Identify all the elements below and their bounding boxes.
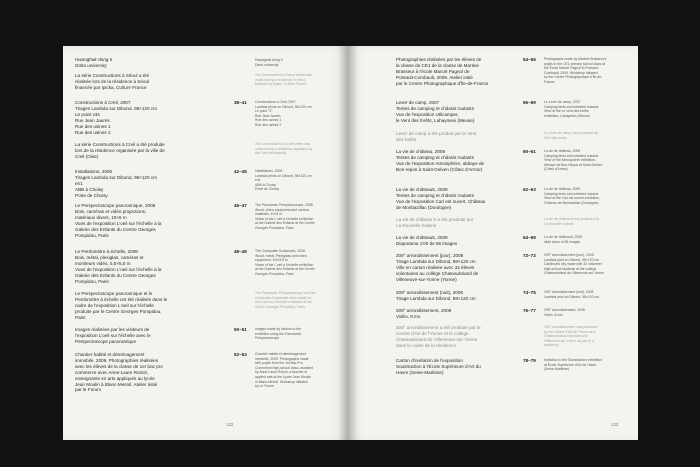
caption-fr: Images réalisées par les visiteurs de l'exposition L'oeil sur l'échelle avec le Perspectoscope panoramique xyxy=(75,327,151,344)
caption-en: Constructions à Creil, 2007 Lambda prints on Dibond, 98×120 cm Le point "3" Rue Jean Jaurès Rue des usines 1 Rue des usines 2 xyxy=(255,100,312,127)
caption-fr: La vie de château5, 2009 Diaporama 1'00 de 56 images xyxy=(396,235,458,246)
caption-en: La vie de château, 2008 Camping tents and wheeled chassis View of the Atmosphère exhibition, Abbaye de Bon-Repos at Saint-Gelven (Côtes d'Armor) xyxy=(544,149,603,172)
caption-en: 209° arrondissement (nuit), 2008 Lambda print on Dibond, 98×120 cm xyxy=(544,290,599,299)
page-ref: 64–69 xyxy=(523,235,536,240)
caption-fr: Constructions à Creil, 2007 Tirages Lambda sur Dibond, 98×120 cm Le point v3s Rue Jean Jaurès Rue des usines 1 Rue des usines 2 xyxy=(75,100,157,135)
caption-en: Photographs made by Martine Brasseur's pupils in the CE1 primary school class at the École Marcel Pagnol in Pontault- Combault, 2009. Workshop initiated by the Centre Photographique d'Île-de- France xyxy=(544,57,607,84)
right-page xyxy=(348,46,638,440)
page-ref: 76–77 xyxy=(523,308,536,313)
caption-fr: Carton d'invitation de l'exposition Soustraction à l'École Supérieure d'Art du Havre (Seine-Maritime) xyxy=(396,358,481,375)
page-ref: 52–53 xyxy=(234,352,247,357)
caption-fr: La série Constructions à Creil a été produite lors de la résidence organisée par la ville de Creil (Oise) xyxy=(75,142,165,159)
caption-fr: Installations, 2006 Tirages Lambda sur Dibond, 98×120 cm en1 ABB à Choisy Porte de Choisy xyxy=(75,169,157,198)
page-ref: 74–75 xyxy=(523,290,536,295)
caption-en: La vie de château5, 2009 slide show of 56 images xyxy=(544,235,583,244)
caption-fr: Chantier habité et déménagement immobile, 2009. Photographies réalisées avec les élèves de la classe de 1er bac pro commerce avec Anne-Laure Roizot, enseignante en arts appliqués au lycée Jean Moulin à Blanc-Mesnil. Atelier initié par le Forum xyxy=(75,352,163,393)
caption-fr: Lever de camp, 2007 Tentes de camping et châssis roulants Vue de l'exposition Utilcamper, le Vent des forêts, Lahaymeix (Meuse) xyxy=(396,100,475,123)
caption-en: Invitation to the Soustraction exhibition at École Supérieure d'Art du Havre (Seine-Maritime) xyxy=(544,358,603,372)
caption-en: Hwanghak-dong II Daha university xyxy=(255,58,283,67)
page-ref: 62–63 xyxy=(523,187,536,192)
page-ref: 78–79 xyxy=(523,358,536,363)
page-ref: 46–47 xyxy=(234,203,247,208)
page-ref: 54–55 xyxy=(523,57,536,62)
page-ref: 72–73 xyxy=(523,253,536,258)
caption-en: Chantier habité et déménagement immobile, 2009. Photographs made with pupils from the 1st Bac Pro Commerce high-school class, assisted by Anne-Laure Roizot, a teacher in applied arts at the Lycée Jean Moulin in Blanc-Mesnil. Workshop initiated by Le Forum xyxy=(255,352,313,389)
page-number-left: 122 xyxy=(226,422,234,427)
caption-en: 209° arrondissement (jour), 2008 Lambda print on Dibond, 98×120 cm Cardboard city made with 32 volunteer high-school students at the college Chateaubriand de Villeneuve-sur-Yonne xyxy=(544,253,604,276)
caption-en: The Panoramic Perspectoscope and the Composite Scalomatic were made for the L'oeil sur l'échelle exhibition at the Centre Georges Pompidou, Paris xyxy=(255,291,316,309)
page-ref: 50–51 xyxy=(234,327,247,332)
caption-en: The Constructions à Séoul series was made during a residency in Séoul financed by Ipicka, Culture France xyxy=(255,73,312,87)
caption-en: The Panoramic Perspectoscope, 2008 Wood, video equipment and various materials, 10×6 m Views of the L'oeil à l'échelle exhibition at the Galerie des Enfants at the Centre Georges Pompidou, Paris xyxy=(255,203,315,230)
left-page xyxy=(63,46,348,440)
caption-fr: 209° arrondissement (jour), 2008 Tirage Lambda sur Dibond, 98×120 cm Ville en carton réalisée avec 32 élèves volontaires au collège Chateaubriand de Villeneuve-sur-Yonne (Yonne) xyxy=(396,253,479,282)
caption-fr: Hwanghak-dong II Daha university xyxy=(75,57,113,68)
page-number-right: 123 xyxy=(611,422,619,427)
caption-fr: La série Constructions à Séoul a été réalisée lors de la résidence à Séoul financée par Ipicka, Culture France xyxy=(75,73,150,90)
caption-fr: Photographies réalisées par les élèves de la classe de CE1 de la classe de Martine Brasseur à l'école Marcel Pagnol de Pontault-Combault, 2009. Atelier initié par le Centre Photographique d'Île-de-France xyxy=(396,57,489,86)
page-ref: 42–45 xyxy=(234,169,247,174)
caption-fr: 209° arrondissement a été produite par le Centre d'Art de l'Yonne et le collège Chateaubriand de Villeneuve-sur-Yonne dans le cadre de la résidence xyxy=(396,325,481,348)
page-ref: 38–41 xyxy=(234,100,247,105)
caption-en: 209° arrondissement, 2008 Video, 8 min xyxy=(544,308,585,317)
caption-fr: Lever de camp a été produit par le Vent des forêts xyxy=(396,131,477,142)
page-ref: 48–49 xyxy=(234,249,247,254)
caption-en: Installations, 2006 Lambda prints on Dibond, 98×120 cm en1 ABB à Choisy Porte de Choisy xyxy=(255,169,312,192)
page-ref: 60–61 xyxy=(523,149,536,154)
caption-fr: Le Perdomètre à échelle, 2008 Bois, métal, plexiglas, caméras et moniteurs vidéo, 5,5×5,5 m Vues de l'exposition L'oeil sur l'échelle à la Galerie des Enfants du Centre Georges Pompidou, Paris xyxy=(75,249,162,284)
caption-fr: La vie de château, 2008 Tentes de camping et châssis roulants Vue de l'exposition Atmosphère, abbaye de Bon-repos à Saint-Gelven (Côtes d'Armor) xyxy=(396,149,485,172)
caption-en: Le Lever de camp was produced by Vent des forêts xyxy=(544,131,598,140)
caption-en: Images made by visitors to the exhibition using the Panoramic Perspectoscope xyxy=(255,327,302,341)
caption-fr: 209° arrondissement, 2008 Vidéo, 8 mn xyxy=(396,308,452,319)
caption-en: La vie de château5 was produced by La Nouvelle Galerie xyxy=(544,217,600,226)
caption-fr: Le Perspectoscope panoramique et le Perdomètre à échelle ont été réalisés dans le cadre de l'exposition L'oeil sur l'échelle produite par le Centre Georges Pompidou, Paris xyxy=(75,291,168,320)
caption-en: The Constructions à Creil series was made during a residency organised by the Creil municipality xyxy=(255,142,313,156)
caption-fr: Le Perspectoscope panoramique, 2008 Bois, caméras et vidéo projections, matériaux divers, 10×6 m Vues de l'exposition L'oeil sur l'échelle à la Galerie des Enfants du Centre Georges Pompidou, Paris xyxy=(75,203,162,238)
caption-fr: La vie de château5, 2009 Tentes de camping et châssis roulants Vue de l'exposition Carl est ouvert, Château de Monbazillac (Dordogne) xyxy=(396,187,486,210)
page-ref: 56–59 xyxy=(523,100,536,105)
caption-fr: 209° arrondissement (nuit), 2008 Tirage Lambda sur Dibond, 98×120 cm xyxy=(396,290,476,301)
caption-en: Le Lever de camp, 2007 Camping tents and wheeled chassis View of the Le vent des forêts exhibition, Lahaymeix (Meuse) xyxy=(544,100,599,118)
gutter-shadow xyxy=(338,46,358,440)
caption-en: La vie de château, 2009 Camping tents and wheeled chassis View of the Carl est ouvert exhibition, Château de Monbazillac (Dordogne) xyxy=(544,187,600,205)
caption-en: The Composite Scalomatic, 2008 Wood, metal, Plexiglass and video equipment, 5,5×5,5 m Views of the L'oeil à l'échelle exhibition at the Galerie des Enfants at the Centre Georges Pompidou, Paris xyxy=(255,249,315,276)
caption-en: 209° arrondissement was produced by the Centre d'Art de l'Yonne and Chateaubriand high-school in Villeneuve-sur-Yonne as part of a residency xyxy=(544,325,598,348)
caption-fr: La vie de château 5 a été produite par La Nouvelle Galerie xyxy=(396,217,474,228)
